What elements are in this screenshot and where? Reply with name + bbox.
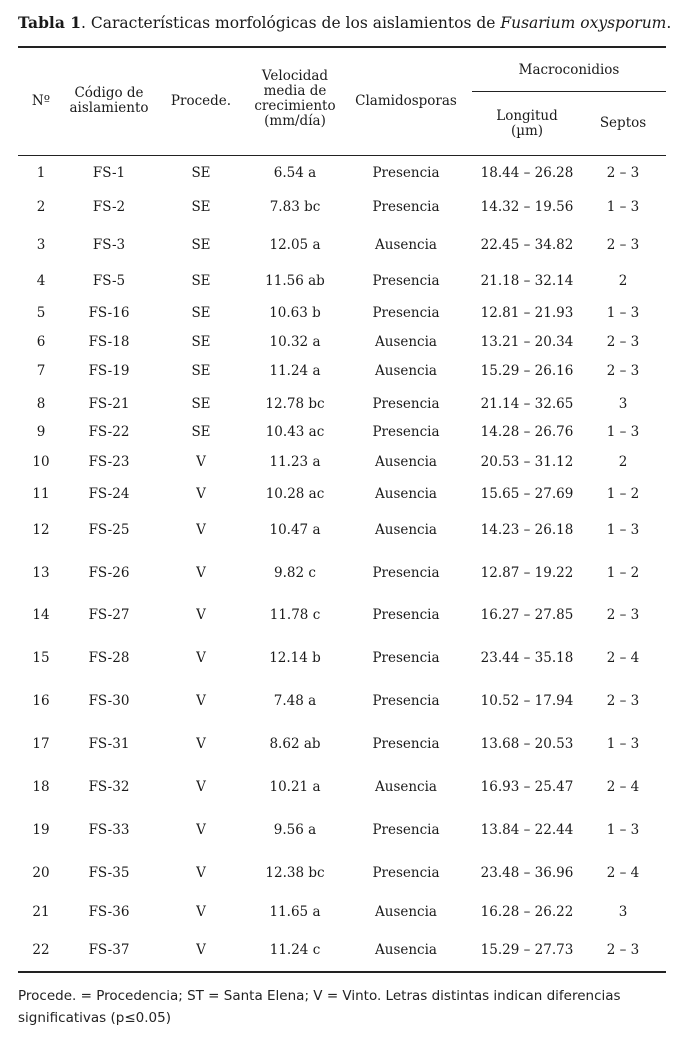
caption-text: . Características morfológicas de los aislamientos de [81,14,501,32]
cell-num: 16 [32,693,50,709]
cell-origin: V [196,650,206,666]
cell-num: 17 [32,736,50,752]
cell-origin: V [196,779,206,795]
cell-code: FS-25 [88,522,130,538]
cell-speed: 11.65 a [269,904,321,920]
cell-num: 5 [36,305,46,321]
cell-length: 14.32 – 19.56 [480,199,574,215]
cell-septa: 1 – 3 [606,305,640,321]
cell-origin: SE [191,363,211,379]
cell-origin: V [196,942,206,958]
cell-septa: 3 [618,904,628,920]
cell-speed: 11.24 c [269,942,321,958]
cell-speed: 11.24 a [269,363,321,379]
cell-code: FS-35 [88,865,130,881]
cell-length: 16.28 – 26.22 [480,904,574,920]
cell-code: FS-1 [92,165,126,181]
cell-num: 22 [32,942,50,958]
cell-chlamydospores: Ausencia [375,904,437,920]
cell-origin: SE [191,305,211,321]
cell-speed: 9.56 a [273,822,317,838]
header-length: Longitud (µm) [496,108,558,139]
header-chlamy: Clamidosporas [355,93,457,109]
cell-chlamydospores: Presencia [372,424,440,440]
cell-num: 20 [32,865,50,881]
cell-speed: 10.47 a [269,522,321,538]
cell-origin: V [196,522,206,538]
cell-speed: 10.32 a [269,334,321,350]
cell-septa: 2 – 3 [606,363,640,379]
cell-chlamydospores: Presencia [372,273,440,289]
cell-origin: V [196,565,206,581]
cell-speed: 12.14 b [269,650,321,666]
cell-septa: 1 – 3 [606,199,640,215]
cell-chlamydospores: Presencia [372,822,440,838]
cell-chlamydospores: Presencia [372,650,440,666]
header-code: Código de aislamiento [69,85,149,116]
cell-code: FS-23 [88,454,130,470]
cell-code: FS-5 [92,273,126,289]
cell-septa: 2 [618,454,628,470]
cell-speed: 11.56 ab [265,273,325,289]
cell-num: 13 [32,565,50,581]
cell-chlamydospores: Ausencia [375,522,437,538]
species-name: Fusarium oxysporum [500,14,667,32]
cell-length: 12.81 – 21.93 [480,305,574,321]
cell-speed: 7.83 bc [269,199,321,215]
bottom-rule [18,971,666,973]
cell-num: 7 [36,363,46,379]
cell-origin: V [196,454,206,470]
cell-septa: 2 – 4 [606,865,640,881]
cell-chlamydospores: Ausencia [375,454,437,470]
cell-num: 1 [36,165,46,181]
cell-length: 12.87 – 19.22 [480,565,574,581]
cell-length: 23.48 – 36.96 [480,865,574,881]
cell-speed: 10.28 ac [265,486,325,502]
cell-length: 13.21 – 20.34 [480,334,574,350]
table-label: Tabla 1 [18,13,82,32]
header-num: Nº [31,93,51,109]
cell-septa: 2 – 4 [606,779,640,795]
cell-chlamydospores: Ausencia [375,942,437,958]
cell-speed: 12.05 a [269,237,321,253]
cell-septa: 2 – 4 [606,650,640,666]
cell-code: FS-30 [88,693,130,709]
cell-code: FS-37 [88,942,130,958]
cell-chlamydospores: Presencia [372,305,440,321]
cell-length: 21.18 – 32.14 [480,273,574,289]
cell-speed: 10.43 ac [265,424,325,440]
cell-origin: V [196,822,206,838]
cell-speed: 10.63 b [269,305,321,321]
cell-num: 8 [36,396,46,412]
cell-septa: 1 – 3 [606,424,640,440]
cell-length: 23.44 – 35.18 [480,650,574,666]
cell-septa: 2 – 3 [606,942,640,958]
cell-num: 10 [32,454,50,470]
cell-origin: SE [191,199,211,215]
cell-septa: 2 – 3 [606,165,640,181]
cell-length: 10.52 – 17.94 [480,693,574,709]
cell-length: 20.53 – 31.12 [480,454,574,470]
cell-speed: 7.48 a [273,693,317,709]
cell-num: 14 [32,607,50,623]
cell-chlamydospores: Presencia [372,396,440,412]
cell-septa: 1 – 3 [606,522,640,538]
cell-code: FS-32 [88,779,130,795]
cell-length: 13.68 – 20.53 [480,736,574,752]
cell-code: FS-28 [88,650,130,666]
cell-speed: 8.62 ab [269,736,321,752]
cell-chlamydospores: Presencia [372,865,440,881]
cell-origin: V [196,865,206,881]
cell-origin: SE [191,165,211,181]
cell-chlamydospores: Ausencia [375,779,437,795]
cell-speed: 11.23 a [269,454,321,470]
cell-chlamydospores: Presencia [372,165,440,181]
cell-chlamydospores: Presencia [372,199,440,215]
cell-code: FS-21 [88,396,130,412]
cell-septa: 3 [618,396,628,412]
cell-code: FS-27 [88,607,130,623]
cell-code: FS-24 [88,486,130,502]
cell-code: FS-16 [88,305,130,321]
footnote: Procede. = Procedencia; ST = Santa Elena; V = Vinto. Letras distintas indican diferencias significativas (p≤0.05) [18,988,621,1026]
cell-speed: 9.82 c [274,565,316,581]
cell-num: 15 [32,650,50,666]
cell-chlamydospores: Presencia [372,565,440,581]
cell-code: FS-2 [92,199,126,215]
cell-chlamydospores: Presencia [372,607,440,623]
cell-length: 15.29 – 27.73 [480,942,574,958]
cell-septa: 1 – 2 [606,565,640,581]
cell-chlamydospores: Ausencia [375,237,437,253]
cell-origin: V [196,736,206,752]
cell-length: 15.29 – 26.16 [480,363,574,379]
header-origin: Procede. [170,93,232,109]
cell-num: 2 [36,199,46,215]
cell-septa: 2 – 3 [606,237,640,253]
caption-end: . [666,14,672,32]
cell-length: 13.84 – 22.44 [480,822,574,838]
cell-chlamydospores: Ausencia [375,334,437,350]
cell-chlamydospores: Ausencia [375,486,437,502]
cell-origin: SE [191,424,211,440]
cell-chlamydospores: Presencia [372,693,440,709]
cell-num: 4 [36,273,46,289]
cell-origin: SE [191,273,211,289]
cell-code: FS-19 [88,363,130,379]
cell-speed: 10.21 a [269,779,321,795]
table-caption [18,13,671,32]
cell-length: 16.93 – 25.47 [480,779,574,795]
cell-num: 6 [36,334,46,350]
cell-code: FS-33 [88,822,130,838]
cell-code: FS-26 [88,565,130,581]
cell-septa: 1 – 2 [606,486,640,502]
cell-code: FS-31 [88,736,130,752]
cell-length: 22.45 – 34.82 [480,237,574,253]
top-rule [18,46,666,48]
cell-origin: V [196,693,206,709]
cell-origin: V [196,607,206,623]
cell-septa: 1 – 3 [606,822,640,838]
cell-length: 16.27 – 27.85 [480,607,574,623]
cell-num: 18 [32,779,50,795]
cell-septa: 2 – 3 [606,607,640,623]
cell-num: 21 [32,904,50,920]
cell-length: 15.65 – 27.69 [480,486,574,502]
cell-chlamydospores: Ausencia [375,363,437,379]
cell-origin: V [196,904,206,920]
cell-origin: V [196,486,206,502]
cell-code: FS-36 [88,904,130,920]
cell-septa: 2 – 3 [606,334,640,350]
header-speed: Velocidad media de crecimiento (mm/día) [254,68,336,129]
cell-speed: 12.78 bc [265,396,325,412]
cell-code: FS-3 [92,237,126,253]
cell-speed: 11.78 c [269,607,321,623]
cell-origin: SE [191,334,211,350]
cell-origin: SE [191,237,211,253]
cell-num: 9 [36,424,46,440]
cell-num: 19 [32,822,50,838]
cell-speed: 12.38 bc [265,865,325,881]
cell-septa: 1 – 3 [606,736,640,752]
cell-length: 14.28 – 26.76 [480,424,574,440]
cell-code: FS-22 [88,424,130,440]
cell-length: 21.14 – 32.65 [480,396,574,412]
cell-num: 3 [36,237,46,253]
cell-chlamydospores: Presencia [372,736,440,752]
cell-origin: SE [191,396,211,412]
cell-code: FS-18 [88,334,130,350]
header-macro: Macroconidios [518,62,620,78]
cell-septa: 2 [618,273,628,289]
header-bottom-rule [18,155,666,156]
cell-speed: 6.54 a [273,165,317,181]
cell-num: 11 [32,486,50,502]
header-septa: Septos [599,115,647,131]
cell-length: 18.44 – 26.28 [480,165,574,181]
cell-num: 12 [32,522,50,538]
cell-length: 14.23 – 26.18 [480,522,574,538]
macroconidios-rule [472,91,666,92]
cell-septa: 2 – 3 [606,693,640,709]
